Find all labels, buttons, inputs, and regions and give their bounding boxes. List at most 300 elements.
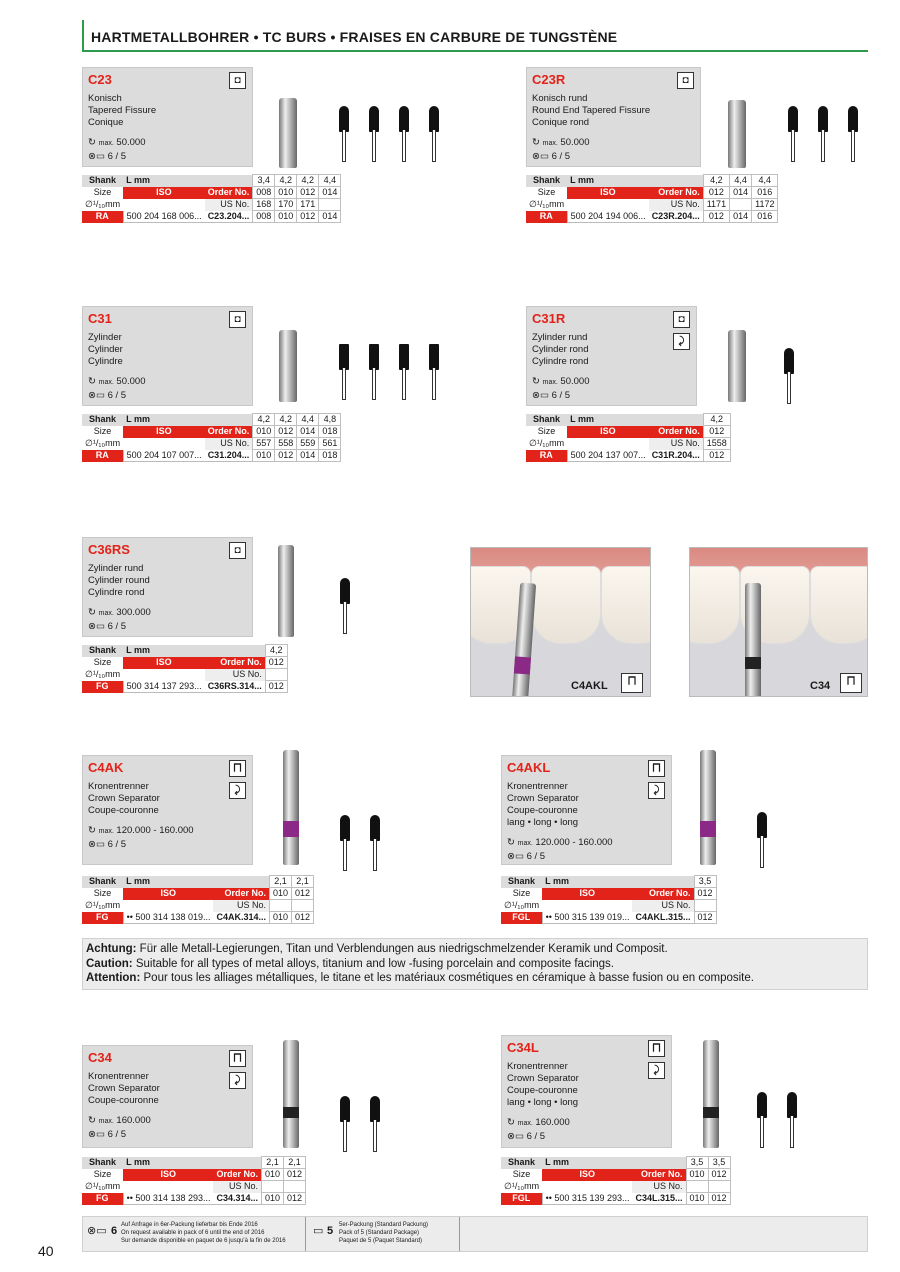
pack-6-line-en: On request available in pack of 6 until the end of 2016 (121, 1230, 265, 1236)
l-mm-value: 4,4 (297, 414, 319, 426)
product-name-line: Kronentrenner (507, 1061, 568, 1072)
product-name-line: Coupe-couronne (507, 1085, 578, 1096)
pack-6-number: 6 (111, 1225, 118, 1237)
iso-size-value: 010 (686, 1169, 708, 1181)
product-info-box (501, 1035, 672, 1148)
speed-max-label: max. (542, 140, 558, 147)
photo-label: C34 (810, 680, 831, 692)
speed-max-label: max. (98, 1118, 114, 1125)
order-header: Order No. (632, 1169, 686, 1181)
speed-value: 50.000 (560, 137, 590, 148)
iso-size-value: 012 (703, 187, 729, 199)
size-label: Size (93, 426, 112, 436)
pack-5-number: 5 (327, 1225, 334, 1237)
pack-value: 6 / 5 (526, 851, 546, 862)
us-no-value: 168 (253, 199, 275, 211)
us-no-label: US No. (649, 199, 704, 211)
size-value: 012 (297, 211, 319, 223)
pack-info (88, 390, 126, 402)
size-label: Size (93, 1169, 112, 1179)
product-names (532, 93, 650, 129)
iso-header: ISO (123, 426, 205, 438)
l-mm-value: 3,5 (708, 1157, 730, 1169)
iso-size-value: 010 (270, 888, 292, 900)
us-no-value: 170 (275, 199, 297, 211)
l-mm-value: 2,1 (292, 876, 314, 888)
l-mm-value: 3,4 (253, 175, 275, 187)
speed-max-label: max. (517, 840, 533, 847)
iso-size-value: 012 (265, 657, 287, 669)
product-name-line: Konisch (88, 93, 122, 104)
iso-size-value: 012 (708, 1169, 730, 1181)
us-no-value (284, 1181, 306, 1193)
product-name-line: Kronentrenner (507, 781, 568, 792)
iso-header: ISO (567, 187, 649, 199)
product-name-line: Coupe-couronne (88, 805, 159, 816)
us-no-value: 171 (297, 199, 319, 211)
speed (88, 1115, 151, 1128)
product-table (82, 875, 314, 924)
pack-5-line-de: 5er-Packung (Standard Packung) (339, 1222, 429, 1228)
iso-size-value: 012 (284, 1169, 306, 1181)
rotation-icon: ↻ (88, 607, 96, 618)
iso-header: ISO (123, 657, 205, 669)
pack-value: 6 / 5 (107, 621, 127, 632)
iso-size-value: 018 (319, 426, 341, 438)
bur-image (728, 330, 746, 402)
us-no-label: US No. (205, 438, 253, 450)
grip-icon: ◘ (229, 72, 246, 89)
rotation-icon: ↻ (507, 1117, 515, 1128)
product-name-line: Zylinder rund (88, 563, 144, 574)
shank-label: Shank (82, 414, 123, 426)
iso-size-value: 016 (752, 187, 778, 199)
diameter-label: ∅¹/₁₀mm (85, 438, 121, 448)
product-name-line: Cylinder rond (532, 344, 589, 355)
product-code: C23R (532, 72, 566, 87)
speed-value: 160.000 (535, 1117, 570, 1128)
grip-icon: ◘ (673, 311, 690, 328)
angled-tool-icon: ⤸ (648, 782, 665, 799)
product-code: C31R (532, 311, 566, 326)
order-header: Order No. (213, 1169, 261, 1181)
shank-label: Shank (82, 876, 123, 888)
product-names (88, 1071, 160, 1107)
pack-info (507, 851, 545, 863)
l-mm-value: 4,4 (752, 175, 778, 187)
product-names (88, 93, 156, 129)
caution-label-en: Caution: (86, 957, 133, 970)
size-value: 010 (253, 450, 275, 462)
product-table (526, 174, 778, 223)
product-names (88, 563, 150, 599)
diameter-label: ∅¹/₁₀mm (504, 900, 540, 910)
speed-value: 120.000 - 160.000 (116, 825, 194, 836)
pack-info (532, 151, 570, 163)
iso-number: 500 204 137 007... (567, 450, 649, 462)
pack-value: 6 / 5 (107, 390, 127, 401)
product-name-line: Cylindre rond (88, 587, 145, 598)
us-no-label: US No. (632, 1181, 686, 1193)
speed-max-label: max. (98, 828, 114, 835)
speed (88, 137, 145, 150)
product-table (82, 644, 288, 693)
product-table (501, 875, 717, 924)
product-name-line: Zylinder rund (532, 332, 588, 343)
product-code: C4AKL (507, 760, 551, 775)
caution-box (82, 938, 868, 990)
grip-icon: ◘ (229, 542, 246, 559)
order-header: Order No. (205, 426, 253, 438)
bur-image (283, 1040, 299, 1148)
pack-5-line-fr: Paquet de 5 (Paquet Standard) (339, 1238, 423, 1244)
pack-6-line-fr: Sur demande disponible en paquet de 6 jusqu'à la fin de 2016 (121, 1238, 286, 1244)
rotation-icon: ↻ (532, 376, 540, 387)
shank-type: FGL (501, 1193, 542, 1205)
pack-info (532, 390, 570, 402)
us-no-label: US No. (649, 438, 704, 450)
lmm-label: L mm (567, 175, 703, 187)
product-name-line: Zylinder (88, 332, 122, 343)
us-no-label: US No. (632, 900, 694, 912)
size-value: 010 (686, 1193, 708, 1205)
product-name-line: Round End Tapered Fissure (532, 105, 651, 116)
l-mm-value: 4,2 (275, 175, 297, 187)
product-name-line: Crown Separator (507, 793, 579, 804)
l-mm-value: 4,2 (297, 175, 319, 187)
product-table (82, 1156, 306, 1205)
product-name-line: Crown Separator (507, 1073, 579, 1084)
size-label: Size (93, 657, 112, 667)
order-number: C31.204... (205, 450, 253, 462)
product-name-line: Cylinder round (88, 575, 150, 586)
iso-header: ISO (567, 426, 649, 438)
product-info-box (501, 755, 672, 865)
pack-info (88, 839, 126, 851)
speed (532, 137, 589, 150)
shank-type: FG (82, 912, 123, 924)
speed-value: 300.000 (116, 607, 151, 618)
speed (507, 837, 613, 850)
iso-number: •• 500 314 138 019... (123, 912, 213, 924)
product-info-box (82, 755, 253, 865)
pack-icon: ⊗▭ (88, 151, 105, 162)
speed-value: 50.000 (116, 137, 146, 148)
order-number: C4AK.314... (213, 912, 269, 924)
size-value: 008 (253, 211, 275, 223)
shank-type: RA (82, 450, 123, 462)
iso-number: •• 500 314 138 293... (123, 1193, 213, 1205)
speed (507, 1117, 570, 1130)
angled-tool-icon: ⤸ (648, 1062, 665, 1079)
size-value: 010 (275, 211, 297, 223)
bur-image (703, 1040, 719, 1148)
product-name-line: Kronentrenner (88, 781, 149, 792)
page-header (82, 20, 868, 52)
speed (88, 825, 194, 838)
speed-max-label: max. (98, 379, 114, 386)
order-number: C23R.204... (649, 211, 704, 223)
product-code: C34L (507, 1040, 539, 1055)
product-info-box (82, 306, 253, 406)
product-names (88, 781, 160, 817)
size-value: 012 (708, 1193, 730, 1205)
size-label: Size (512, 888, 531, 898)
crown-separator-icon: ⨅ (621, 673, 643, 693)
product-name-line: Conique (88, 117, 124, 128)
bur-image (279, 330, 297, 402)
iso-size-value: 014 (297, 426, 319, 438)
us-no-value (265, 669, 287, 681)
caution-label-de: Achtung: (86, 943, 137, 955)
size-value: 018 (319, 450, 341, 462)
product-code: C31 (88, 311, 112, 326)
l-mm-value: 4,2 (265, 645, 287, 657)
order-number: C34L.315... (632, 1193, 686, 1205)
iso-number: •• 500 315 139 293... (542, 1193, 632, 1205)
shank-label: Shank (526, 414, 567, 426)
order-number: C31R.204... (649, 450, 704, 462)
shank-label: Shank (82, 1157, 123, 1169)
iso-number: 500 314 137 293... (123, 681, 205, 693)
rotation-icon: ↻ (532, 137, 540, 148)
us-no-label: US No. (213, 1181, 261, 1193)
pack-icon: ⊗▭ (88, 1129, 105, 1140)
angled-tool-icon: ⤸ (229, 1072, 246, 1089)
size-value: 012 (703, 211, 729, 223)
iso-header: ISO (542, 888, 632, 900)
diameter-label: ∅¹/₁₀mm (85, 900, 121, 910)
page-number: 40 (38, 1243, 54, 1259)
pack-value: 6 / 5 (551, 390, 571, 401)
rotation-icon: ↻ (88, 376, 96, 387)
speed (532, 376, 589, 389)
us-no-value (686, 1181, 708, 1193)
pack-5-line-en: Pack of 5 (Standard Package) (339, 1230, 420, 1236)
diameter-label: ∅¹/₁₀mm (529, 199, 565, 209)
us-no-value (730, 199, 752, 211)
photo-label: C4AKL (571, 680, 608, 692)
angled-tool-icon: ⤸ (673, 333, 690, 350)
size-label: Size (537, 426, 556, 436)
product-table (82, 413, 341, 462)
speed-max-label: max. (98, 610, 114, 617)
shank-type: RA (526, 450, 567, 462)
diameter-label: ∅¹/₁₀mm (504, 1181, 540, 1191)
size-value: 012 (694, 912, 716, 924)
product-table (501, 1156, 731, 1205)
crown-separator-icon: ⨅ (648, 1040, 665, 1057)
grip-icon: ◘ (677, 72, 694, 89)
rotation-icon: ↻ (88, 825, 96, 836)
grip-icon: ◘ (229, 311, 246, 328)
pack-icon: ⊗▭ (532, 390, 549, 401)
size-label: Size (93, 187, 112, 197)
product-name-line: Crown Separator (88, 1083, 160, 1094)
speed-max-label: max. (98, 140, 114, 147)
product-info-box (526, 67, 701, 167)
iso-header: ISO (123, 187, 205, 199)
shank-label: Shank (501, 876, 542, 888)
us-no-value (694, 900, 716, 912)
iso-size-value: 008 (253, 187, 275, 199)
size-value: 012 (703, 450, 730, 462)
lmm-label: L mm (123, 175, 253, 187)
size-value: 010 (262, 1193, 284, 1205)
pack-value: 6 / 5 (107, 839, 127, 850)
product-names (507, 1061, 579, 1109)
caution-text-de: Für alle Metall-Legierungen, Titan und Verblendungen aus niedrigschmelzender Keramik und Composit. (139, 943, 668, 955)
caution-label-fr: Attention: (86, 972, 141, 984)
shank-label: Shank (501, 1157, 542, 1169)
iso-header: ISO (123, 1169, 213, 1181)
iso-size-value: 012 (694, 888, 716, 900)
product-name-line: lang • long • long (507, 817, 579, 828)
rotation-icon: ↻ (88, 137, 96, 148)
l-mm-value: 4,4 (730, 175, 752, 187)
footer-divider (305, 1217, 306, 1251)
crown-separator-icon: ⨅ (229, 1050, 246, 1067)
iso-number: •• 500 315 139 019... (542, 912, 632, 924)
order-header: Order No. (205, 657, 266, 669)
pack-icon: ⊗▭ (507, 1131, 524, 1142)
us-no-value: 561 (319, 438, 341, 450)
us-no-value: 1171 (703, 199, 729, 211)
product-name-line: Conique rond (532, 117, 590, 128)
iso-size-value: 012 (297, 187, 319, 199)
iso-size-value: 010 (262, 1169, 284, 1181)
iso-size-value: 014 (319, 187, 341, 199)
lmm-label: L mm (567, 414, 703, 426)
size-value: 012 (275, 450, 297, 462)
l-mm-value: 4,2 (275, 414, 297, 426)
size-value: 016 (752, 211, 778, 223)
iso-number: 500 204 194 006... (567, 211, 649, 223)
pack-icon: ⊗▭ (88, 390, 105, 401)
speed (88, 376, 145, 389)
product-info-box (82, 67, 253, 167)
pack-value: 6 / 5 (107, 151, 127, 162)
product-name-line: lang • long • long (507, 1097, 579, 1108)
size-value: 012 (292, 912, 314, 924)
order-header: Order No. (649, 426, 704, 438)
product-name-line: Cylindre (88, 356, 123, 367)
l-mm-value: 2,1 (284, 1157, 306, 1169)
speed-value: 50.000 (560, 376, 590, 387)
order-header: Order No. (205, 187, 253, 199)
product-name-line: Cylindre rond (532, 356, 589, 367)
diameter-label: ∅¹/₁₀mm (85, 1181, 121, 1191)
crown-separator-icon: ⨅ (229, 760, 246, 777)
us-no-value (262, 1181, 284, 1193)
l-mm-value: 4,8 (319, 414, 341, 426)
bur-image (700, 750, 716, 865)
order-header: Order No. (632, 888, 694, 900)
speed-max-label: max. (517, 1120, 533, 1127)
caution-text-en: Suitable for all types of metal alloys, titanium and low -fusing porcelain and composite facings. (135, 957, 614, 970)
us-no-value (292, 900, 314, 912)
size-value: 014 (319, 211, 341, 223)
pack-info (88, 151, 126, 163)
product-name-line: Kronentrenner (88, 1071, 149, 1082)
order-number: C34.314... (213, 1193, 261, 1205)
speed-value: 120.000 - 160.000 (535, 837, 613, 848)
iso-size-value: 014 (730, 187, 752, 199)
size-value: 012 (284, 1193, 306, 1205)
diameter-label: ∅¹/₁₀mm (85, 669, 121, 679)
shank-type: FG (82, 681, 123, 693)
iso-size-value: 012 (275, 426, 297, 438)
pack-icon: ⊗▭ (88, 839, 105, 850)
pack-info (88, 1129, 126, 1141)
pack-icon: ⊗▭ (532, 151, 549, 162)
pack-value: 6 / 5 (107, 1129, 127, 1140)
l-mm-value: 2,1 (262, 1157, 284, 1169)
l-mm-value: 4,2 (703, 414, 730, 426)
iso-header: ISO (123, 888, 213, 900)
us-no-value (270, 900, 292, 912)
shank-type: FGL (501, 912, 542, 924)
speed-value: 50.000 (116, 376, 146, 387)
shank-label: Shank (82, 645, 123, 657)
iso-number: 500 204 168 006... (123, 211, 205, 223)
pack-value: 6 / 5 (526, 1131, 546, 1142)
pack-info (507, 1131, 545, 1143)
product-code: C23 (88, 72, 112, 87)
bur-image (278, 545, 294, 637)
us-no-value: 557 (253, 438, 275, 450)
speed-value: 160.000 (116, 1115, 151, 1126)
pack-6-icon: ⊗▭ (87, 1225, 107, 1237)
speed (88, 607, 151, 620)
size-label: Size (537, 187, 556, 197)
bur-image (283, 750, 299, 865)
shank-type: FG (82, 1193, 123, 1205)
product-info-box (82, 537, 253, 637)
shank-type: RA (526, 211, 567, 223)
crown-separator-icon: ⨅ (840, 673, 862, 693)
speed-max-label: max. (542, 379, 558, 386)
product-table (82, 174, 341, 223)
size-value: 014 (730, 211, 752, 223)
bur-image (279, 98, 297, 168)
crown-separator-icon: ⨅ (648, 760, 665, 777)
order-number: C4AKL.315... (632, 912, 694, 924)
product-table (526, 413, 731, 462)
product-code: C36RS (88, 542, 130, 557)
lmm-label: L mm (542, 1157, 686, 1169)
l-mm-value: 2,1 (270, 876, 292, 888)
product-info-box (526, 306, 697, 406)
pack-value: 6 / 5 (551, 151, 571, 162)
footer-legend (82, 1216, 868, 1252)
order-header: Order No. (213, 888, 269, 900)
l-mm-value: 4,2 (703, 175, 729, 187)
angled-tool-icon: ⤸ (229, 782, 246, 799)
us-no-label: US No. (205, 199, 253, 211)
product-name-line: Crown Separator (88, 793, 160, 804)
us-no-value (708, 1181, 730, 1193)
us-no-value: 1558 (703, 438, 730, 450)
order-header: Order No. (649, 187, 704, 199)
page-title: HARTMETALLBOHRER • TC BURS • FRAISES EN CARBURE DE TUNGSTÈNE (91, 29, 618, 45)
product-names (532, 332, 589, 368)
rotation-icon: ↻ (507, 837, 515, 848)
product-names (507, 781, 579, 829)
l-mm-value: 4,2 (253, 414, 275, 426)
product-code: C4AK (88, 760, 124, 775)
iso-size-value: 010 (275, 187, 297, 199)
